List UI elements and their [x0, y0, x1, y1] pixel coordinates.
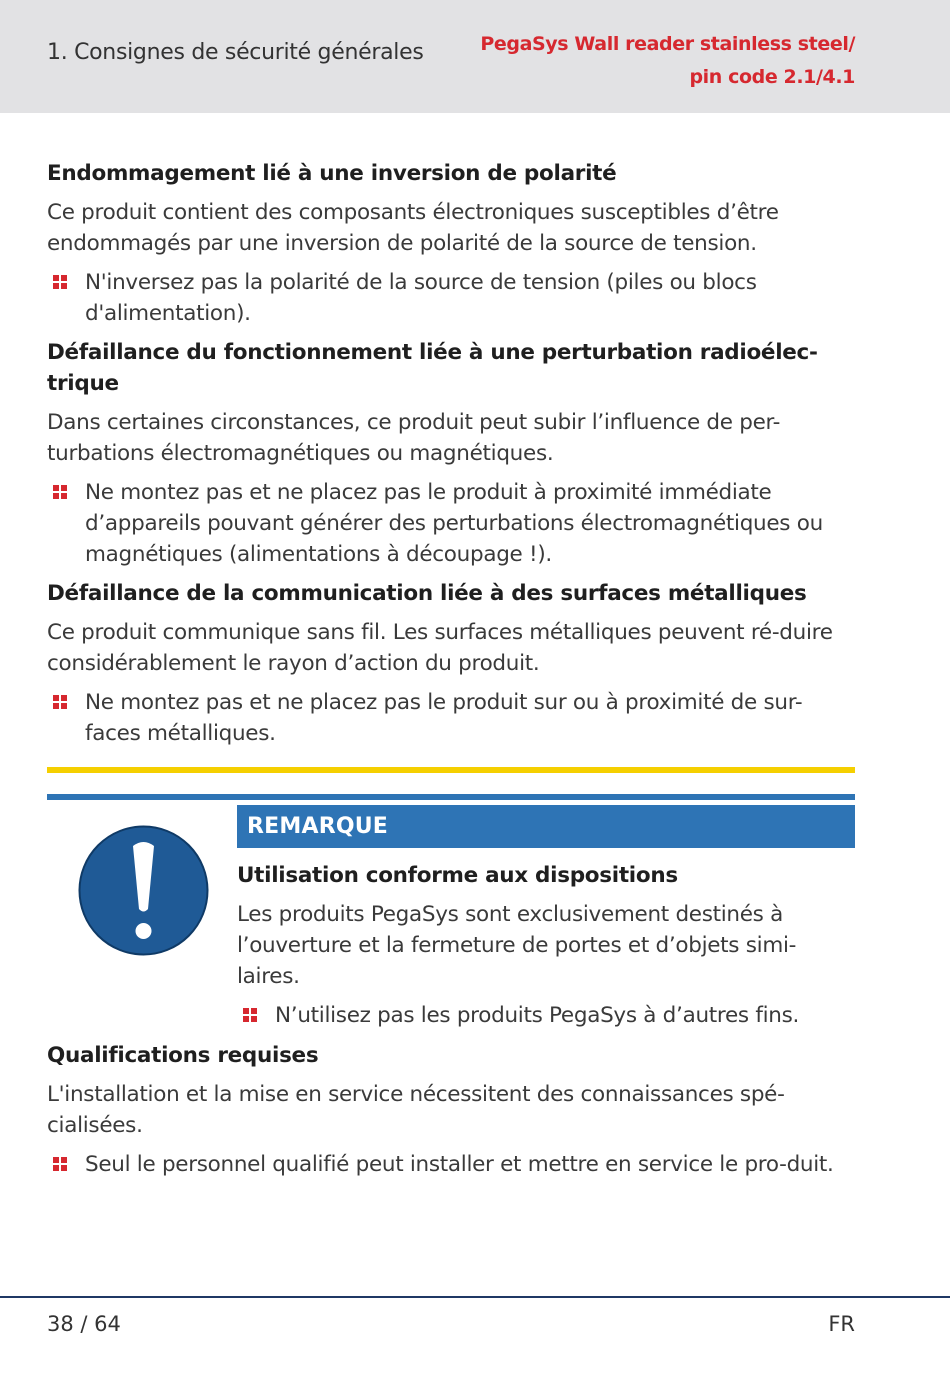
heading-polarity: Endommagement lié à une inversion de polarité	[47, 161, 617, 186]
warning-bullet-icon	[53, 695, 67, 709]
product-name	[480, 28, 855, 94]
language-code: FR	[828, 1312, 855, 1336]
body-polarity: Ce produit contient des composants électroniques susceptibles d’être endommagés par une inversion de polarité de la source de tension.	[47, 200, 779, 256]
page-number: 38 / 64	[47, 1312, 121, 1336]
body-qualifications: L'installation et la mise en service nécessitent des connaissances spé-cialisées.	[47, 1082, 785, 1138]
bullet-text: N’utilisez pas les produits PegaSys à d’autres fins.	[275, 1003, 800, 1028]
list-item	[47, 1149, 855, 1180]
section-title: 1. Consignes de sécurité générales	[47, 40, 424, 65]
warning-bullet-icon	[243, 1008, 257, 1022]
bullet-text: Ne montez pas et ne placez pas le produit à proximité immédiate d’appareils pouvant générer des perturbations électromagnétiques ou magnétiques (alimentations à découpage !).	[85, 480, 823, 567]
note-heading: Utilisation conforme aux dispositions	[237, 863, 678, 888]
list-item	[47, 267, 855, 329]
list-item	[237, 1000, 855, 1031]
product-name-line1: PegaSys Wall reader stainless steel/	[480, 33, 855, 55]
page-header	[0, 0, 950, 113]
yellow-divider	[47, 767, 855, 773]
note-label: REMARQUE	[237, 805, 855, 848]
body-radio-interference: Dans certaines circonstances, ce produit peut subir l’influence de per-turbations électromagnétiques ou magnétiques.	[47, 410, 781, 466]
warning-bullet-icon	[53, 1157, 67, 1171]
list-item	[47, 687, 855, 749]
bullet-text: Seul le personnel qualifié peut installer et mettre en service le pro-duit.	[85, 1152, 834, 1177]
exclamation-icon	[77, 824, 210, 957]
warning-bullet-icon	[53, 485, 67, 499]
list-item	[47, 477, 855, 570]
footer-divider	[0, 1296, 950, 1298]
bullet-text: N'inversez pas la polarité de la source de tension (piles ou blocs d'alimentation).	[85, 270, 757, 326]
qualifications-section	[47, 1040, 855, 1188]
note-box	[237, 805, 855, 1039]
heading-qualifications: Qualifications requises	[47, 1043, 319, 1068]
bullet-text: Ne montez pas et ne placez pas le produit sur ou à proximité de sur-faces métalliques.	[85, 690, 803, 746]
body-metal-surfaces: Ce produit communique sans fil. Les surfaces métalliques peuvent ré-duire considérablement le rayon d’action du produit.	[47, 620, 833, 676]
warning-bullet-icon	[53, 275, 67, 289]
blue-divider	[47, 794, 855, 800]
product-name-line2: pin code 2.1/4.1	[689, 66, 855, 88]
note-body: Les produits PegaSys sont exclusivement destinés à l’ouverture et la fermeture de portes et d’objets simi-laires.	[237, 902, 797, 989]
main-content	[47, 158, 855, 757]
heading-metal-surfaces: Défaillance de la communication liée à des surfaces métalliques	[47, 581, 807, 606]
heading-radio-interference: Défaillance du fonctionnement liée à une perturbation radioélec-trique	[47, 340, 818, 396]
